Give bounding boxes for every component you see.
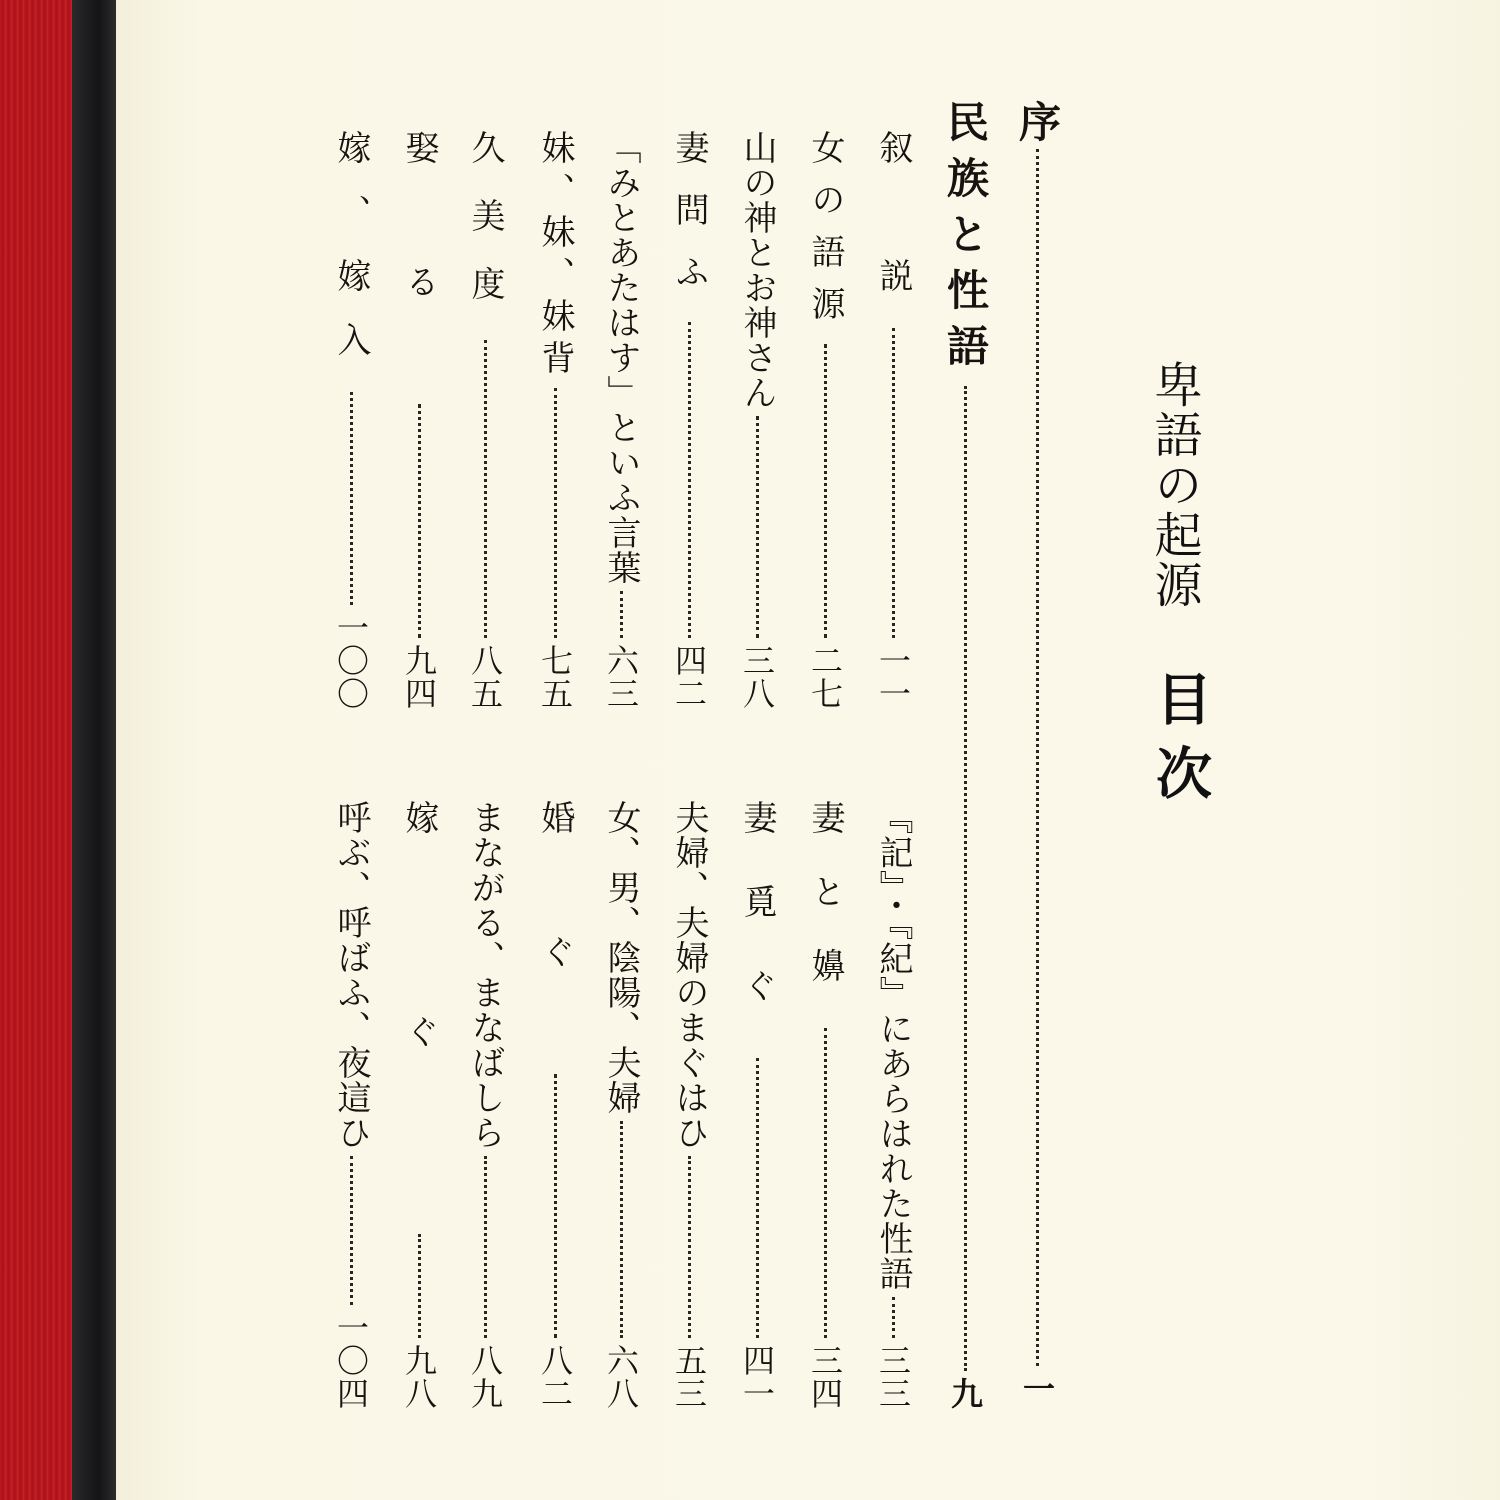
dot-leader — [756, 416, 759, 638]
toc-entry[interactable] — [535, 130, 575, 710]
toc-entry[interactable] — [873, 800, 913, 1410]
toc-entry[interactable] — [399, 800, 439, 1410]
toc-entry[interactable] — [669, 130, 709, 710]
toc-entry-title: 久美度 — [465, 130, 505, 334]
toc-entry[interactable] — [601, 800, 641, 1410]
toc-entry-page: 四二 — [670, 644, 708, 710]
toc-entry-title: 女の語源 — [805, 130, 845, 338]
toc-entry[interactable] — [669, 800, 709, 1410]
dot-leader — [1036, 149, 1039, 1366]
book-spine — [72, 0, 116, 1500]
dot-leader — [418, 1234, 421, 1338]
toc-entry-title: 妻問ふ — [669, 130, 709, 316]
toc-entry[interactable] — [331, 800, 371, 1410]
dot-leader — [350, 1156, 353, 1305]
dot-leader — [350, 392, 353, 605]
toc-entry-title: 民族と性語 — [941, 100, 990, 380]
toc-entry-page: 一一 — [874, 644, 912, 710]
toc-entry-title: 嫁、嫁入 — [331, 130, 371, 386]
toc-entry-title: 嫁ぐ — [399, 800, 439, 1228]
toc-entry-preface[interactable] — [1013, 100, 1062, 1405]
toc-entry-page: 四一 — [738, 1344, 776, 1410]
toc-entry[interactable] — [535, 800, 575, 1410]
toc-entry-page: 三四 — [806, 1344, 844, 1410]
toc-entry-page: 八二 — [536, 1344, 574, 1410]
toc-entry-title: 『記』・『紀』にあらはれた性語 — [873, 800, 913, 1291]
toc-entry[interactable] — [737, 130, 777, 710]
toc-entry-page: 六三 — [602, 644, 640, 710]
toc-entry-page: 九 — [946, 1377, 984, 1410]
toc-entry-minzoku[interactable] — [941, 100, 990, 1410]
toc-entry-page: 六八 — [602, 1344, 640, 1410]
toc-entry-title: 呼ぶ、呼ばふ、夜這ひ — [331, 800, 371, 1150]
toc-entry[interactable] — [805, 800, 845, 1410]
toc-entry[interactable] — [601, 130, 641, 710]
red-cloth-cover — [0, 0, 72, 1500]
toc-entry-page: 二七 — [806, 644, 844, 710]
dot-leader — [964, 386, 967, 1371]
toc-entry-page: 八五 — [466, 644, 504, 710]
toc-entry-title: 妹、妹、妹背 — [535, 130, 575, 382]
toc-entry-title: 女、男、陰陽、夫婦 — [601, 800, 641, 1115]
toc-entry-title: 妻覓ぐ — [737, 800, 777, 1052]
toc-entry-page: 一〇〇 — [332, 611, 370, 710]
dot-leader — [892, 328, 895, 638]
toc-entry-title: 夫婦、夫婦のまぐはひ — [669, 800, 709, 1150]
toc-entry-title: 娶る — [399, 130, 439, 398]
toc-entry-page: 八九 — [466, 1344, 504, 1410]
dot-leader — [620, 591, 623, 638]
dot-leader — [892, 1297, 895, 1338]
book-title: 卑語の起源 — [1146, 360, 1202, 610]
toc-entry[interactable] — [399, 130, 439, 710]
toc-entry-title: 婚ぐ — [535, 800, 575, 1068]
toc-entry[interactable] — [465, 130, 505, 710]
toc-entry[interactable] — [873, 130, 913, 710]
dot-leader — [688, 322, 691, 638]
dot-leader — [824, 344, 827, 638]
dot-leader — [756, 1058, 759, 1338]
dot-leader — [418, 404, 421, 638]
dot-leader — [484, 1156, 487, 1338]
toc-entry[interactable] — [331, 130, 371, 710]
toc-heading: 目次 — [1147, 670, 1213, 818]
toc-entry-title: 「みとあたはす」といふ言葉 — [601, 130, 641, 585]
dot-leader — [554, 388, 557, 638]
toc-entry-title: 序 — [1013, 100, 1062, 143]
toc-entry-title: 山の神とお神さん — [737, 130, 777, 410]
dot-leader — [824, 1028, 827, 1338]
toc-entry-page: 九八 — [400, 1344, 438, 1410]
toc-entry-page: 一 — [1018, 1372, 1056, 1405]
toc-entry-title: 叙 説 — [873, 130, 913, 322]
toc-entry-page: 一〇四 — [332, 1311, 370, 1410]
toc-entry-page: 三三 — [874, 1344, 912, 1410]
toc-entry-page: 九四 — [400, 644, 438, 710]
dot-leader — [554, 1074, 557, 1338]
toc-entry-title: 妻と嬶 — [805, 800, 845, 1022]
toc-entry-title: まながる、まなばしら — [465, 800, 505, 1150]
dot-leader — [484, 340, 487, 638]
toc-entry[interactable] — [465, 800, 505, 1410]
toc-entry-page: 五三 — [670, 1344, 708, 1410]
toc-entry-page: 七五 — [536, 644, 574, 710]
toc-entry-page: 三八 — [738, 644, 776, 710]
dot-leader — [620, 1121, 623, 1338]
toc-entry[interactable] — [737, 800, 777, 1410]
toc-entry[interactable] — [805, 130, 845, 710]
dot-leader — [688, 1156, 691, 1338]
